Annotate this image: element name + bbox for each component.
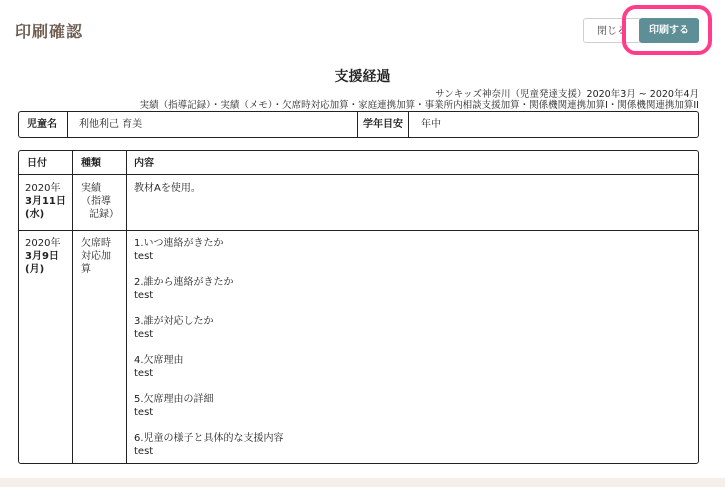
divider: [19, 230, 698, 231]
row-type-line: 記録）: [89, 209, 119, 220]
item-answer: test: [134, 290, 154, 301]
item-question: 5.欠席理由の詳細: [134, 394, 214, 405]
content-item: [134, 393, 284, 419]
row-type-line: 対応加: [81, 251, 111, 262]
content-item: [134, 354, 284, 380]
row-type-line: 欠席時: [81, 238, 111, 249]
table-row-type: [81, 182, 119, 221]
row-type-line: （指導: [81, 196, 111, 207]
document-title: 支援経過: [334, 69, 391, 85]
table-row-date: [25, 237, 60, 276]
row-year: 2020年: [25, 183, 61, 194]
item-question: 2.誰から連絡がきたか: [134, 277, 234, 288]
page-title: 印刷確認: [15, 22, 84, 41]
row-weekday: (月): [25, 264, 45, 275]
child-name-value: 利他利己 育美: [79, 119, 143, 130]
content-item: [134, 315, 284, 341]
child-name-label: 児童名: [27, 119, 57, 130]
header-type: 種類: [81, 158, 101, 169]
close-button[interactable]: 閉じる: [583, 18, 641, 43]
item-question: 4.欠席理由: [134, 355, 184, 366]
divider: [357, 112, 358, 137]
item-answer: test: [134, 329, 154, 340]
footer-band: [0, 478, 725, 487]
item-answer: test: [134, 368, 154, 379]
content-item: [134, 276, 284, 302]
child-info-table: [18, 111, 699, 138]
item-answer: test: [134, 407, 154, 418]
table-row-type: [81, 237, 111, 276]
grade-value: 年中: [421, 119, 441, 130]
row-date: 3月9日: [25, 251, 59, 262]
header-content: 内容: [134, 158, 154, 169]
document-facility-period: サンキッズ神奈川（児童発達支援）2020年3月 ~ 2020年4月: [435, 89, 699, 100]
content-item: [134, 237, 284, 263]
row-type-line: 実績: [81, 183, 101, 194]
grade-label: 学年目安: [363, 119, 403, 130]
content-item: [134, 432, 284, 458]
item-question: 6.児童の様子と具体的な支援内容: [134, 433, 284, 444]
highlight-annotation: [622, 5, 712, 55]
table-row-date: [25, 182, 66, 221]
divider: [126, 151, 127, 463]
document-record-types: 実績（指導記録）・実績（メモ）・欠席時対応加算・家庭連携加算・事業所内相談支援加算・関係機関連携加算I・関係機関連携加算II: [139, 100, 699, 111]
row-content: 教材Aを使用。: [134, 183, 201, 194]
row-date: 3月11日: [25, 196, 66, 207]
divider: [67, 112, 68, 137]
divider: [72, 151, 73, 463]
item-question: 1.いつ連絡がきたか: [134, 238, 224, 249]
item-answer: test: [134, 251, 154, 262]
support-record-table: [18, 150, 699, 464]
divider: [19, 174, 698, 175]
print-button[interactable]: 印刷する: [639, 18, 699, 43]
row-weekday: (水): [25, 209, 45, 220]
row-type-line: 算: [81, 264, 91, 275]
item-answer: test: [134, 446, 154, 457]
divider: [408, 112, 409, 137]
row-year: 2020年: [25, 238, 61, 249]
header-date: 日付: [27, 158, 47, 169]
row-content: [134, 237, 284, 471]
item-question: 3.誰が対応したか: [134, 316, 214, 327]
